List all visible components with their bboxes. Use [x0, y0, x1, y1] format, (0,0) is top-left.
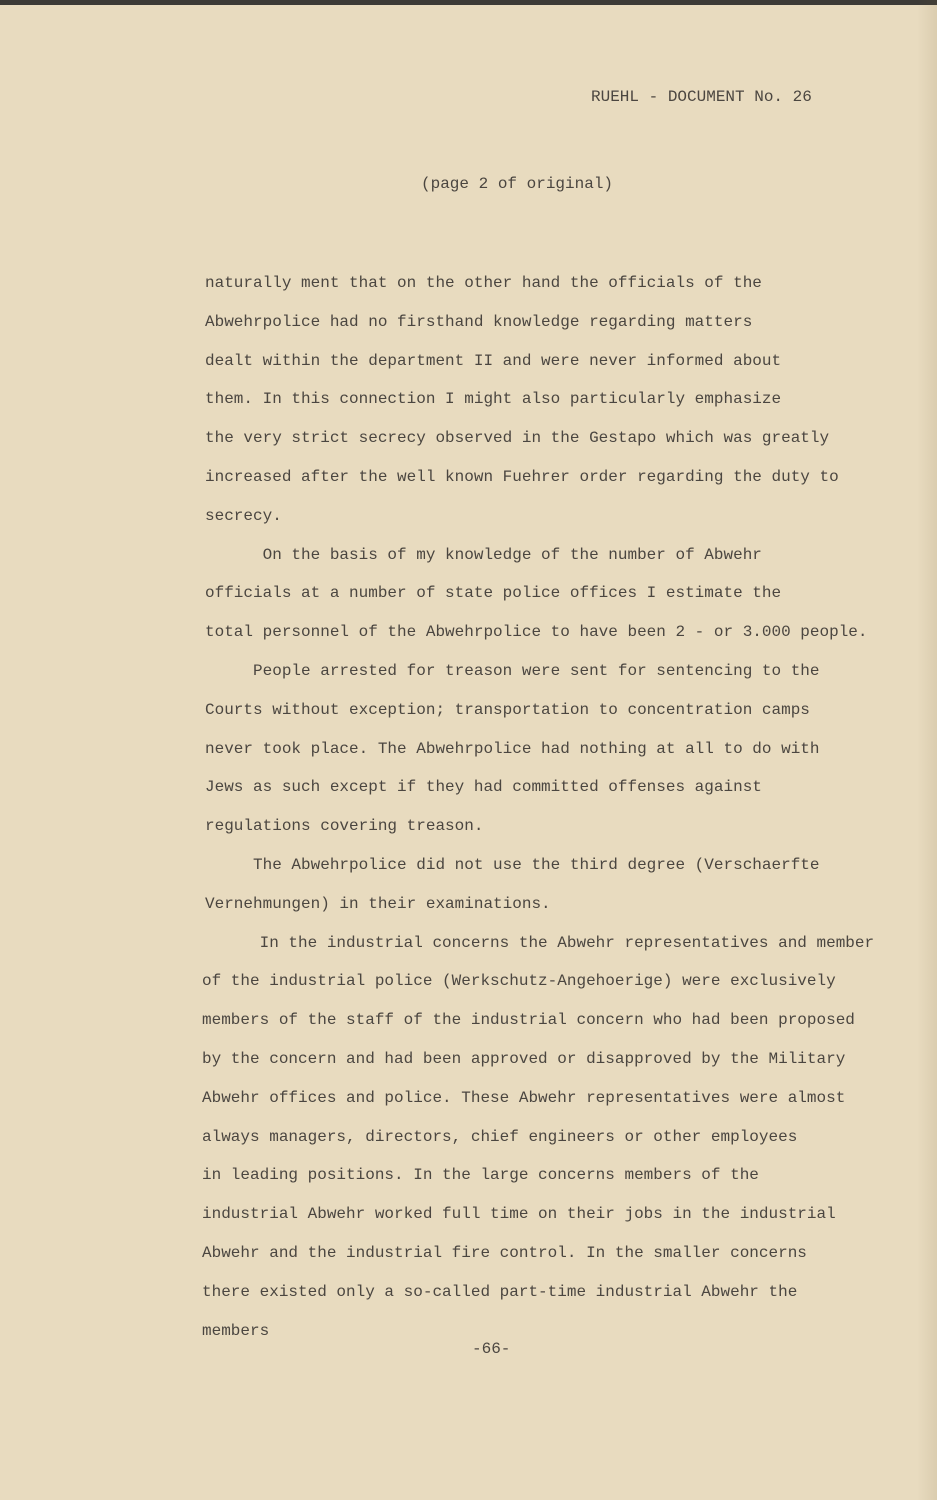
- text-line: never took place. The Abwehrpolice had nothing at all to do with: [205, 739, 820, 758]
- text-line: members of the staff of the industrial concern who had been proposed: [202, 1011, 855, 1030]
- page-subtitle: (page 2 of original): [421, 175, 614, 193]
- text-line: there existed only a so-called part-time industrial Abwehr the: [202, 1282, 798, 1301]
- text-line: of the industrial police (Werkschutz-Angehoerige) were exclusively: [202, 972, 836, 991]
- text-line: always managers, directors, chief engineers or other employees: [202, 1127, 798, 1146]
- text-line: naturally ment that on the other hand the officials of the: [205, 274, 762, 292]
- text-line: People arrested for treason were sent for sentencing to the: [205, 662, 820, 680]
- text-line: in leading positions. In the large concerns members of the: [202, 1166, 759, 1185]
- text-line: secrecy.: [205, 506, 282, 525]
- scan-border: [0, 0, 937, 5]
- text-line: The Abwehrpolice did not use the third degree (Verschaerfte: [205, 856, 820, 874]
- text-line: members: [202, 1321, 270, 1340]
- text-line: In the industrial concerns the Abwehr representatives and member: [202, 933, 875, 952]
- page-number: -66-: [472, 1340, 511, 1358]
- text-line: Vernehmungen) in their examinations.: [205, 894, 551, 913]
- document-header: RUEHL - DOCUMENT No. 26: [591, 88, 812, 106]
- page-edge-shadow: [917, 0, 937, 1500]
- text-line: industrial Abwehr worked full time on their jobs in the industrial: [202, 1205, 836, 1224]
- text-line: dealt within the department II and were never informed about: [205, 351, 782, 370]
- text-line: by the concern and had been approved or disapproved by the Military: [202, 1050, 846, 1068]
- text-line: Jews as such except if they had committed offenses against: [205, 778, 762, 797]
- text-line: increased after the well known Fuehrer order regarding the duty to: [205, 468, 839, 486]
- text-line: total personnel of the Abwehrpolice to have been 2 - or 3.000 people.: [205, 623, 868, 642]
- text-line: Abwehrpolice had no firsthand knowledge regarding matters: [205, 312, 753, 331]
- text-line: On the basis of my knowledge of the number of Abwehr: [205, 545, 762, 564]
- text-line: them. In this connection I might also particularly emphasize: [205, 390, 782, 409]
- text-line: Abwehr offices and police. These Abwehr representatives were almost: [202, 1088, 846, 1107]
- text-line: Courts without exception; transportation to concentration camps: [205, 700, 810, 719]
- text-line: Abwehr and the industrial fire control. In the smaller concerns: [202, 1244, 807, 1262]
- text-line: officials at a number of state police offices I estimate the: [205, 584, 782, 603]
- text-line: regulations covering treason.: [205, 817, 484, 836]
- text-line: the very strict secrecy observed in the Gestapo which was greatly: [205, 429, 830, 448]
